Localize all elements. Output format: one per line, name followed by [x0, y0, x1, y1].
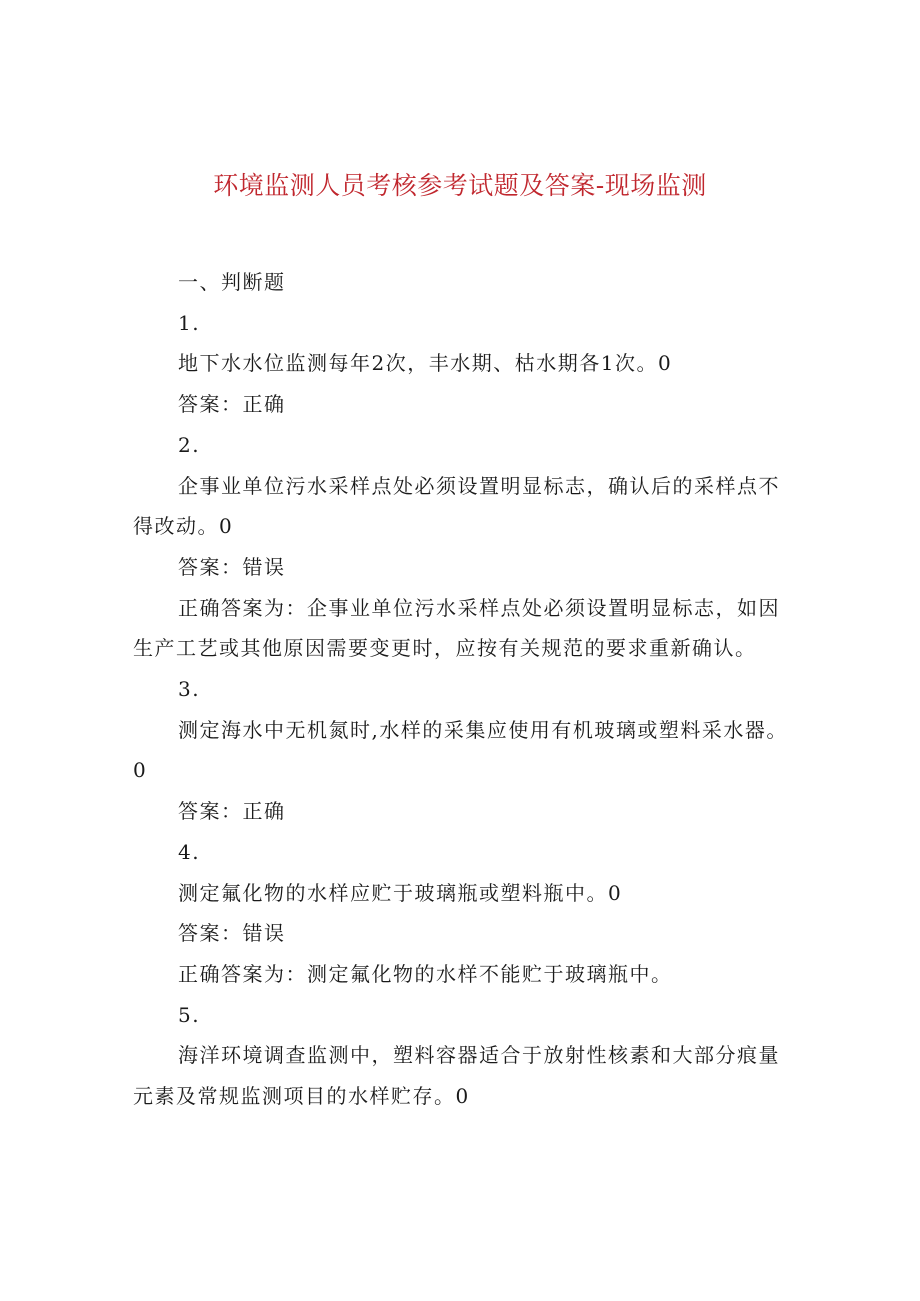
question-text: 海洋环境调查监测中，塑料容器适合于放射性核素和大部分痕量元素及常规监测项目的水样贮存。0 [133, 1043, 780, 1109]
document-body [133, 262, 793, 1117]
question-number: 5. [178, 1002, 201, 1027]
question-number: 1. [178, 310, 201, 335]
document-title: 环境监测人员考核参考试题及答案-现场监测 [213, 171, 707, 200]
answer-text: 答案：错误 [178, 554, 286, 579]
question-number: 2. [178, 432, 201, 457]
question-text: 测定氟化物的水样应贮于玻璃瓶或塑料瓶中。0 [178, 880, 623, 905]
question-number: 4. [178, 839, 201, 864]
answer-text: 答案：正确 [178, 392, 286, 417]
question-number: 3. [178, 677, 201, 702]
question-text: 测定海水中无机氮时,水样的采集应使用有机玻璃或塑料采水器。0 [133, 717, 788, 783]
question-text: 地下水水位监测每年2次，丰水期、枯水期各1次。0 [178, 351, 673, 376]
question-text: 企事业单位污水采样点处必须设置明显标志，确认后的采样点不得改动。0 [133, 473, 780, 539]
correction-text: 正确答案为：测定氟化物的水样不能贮于玻璃瓶中。 [178, 961, 673, 986]
correction-text: 正确答案为：企事业单位污水采样点处必须设置明显标志，如因生产工艺或其他原因需要变更时，应按有关规范的要求重新确认。 [133, 595, 780, 661]
answer-text: 答案：错误 [178, 921, 286, 946]
answer-text: 答案：正确 [178, 799, 286, 824]
section-heading: 一、判断题 [178, 270, 286, 294]
